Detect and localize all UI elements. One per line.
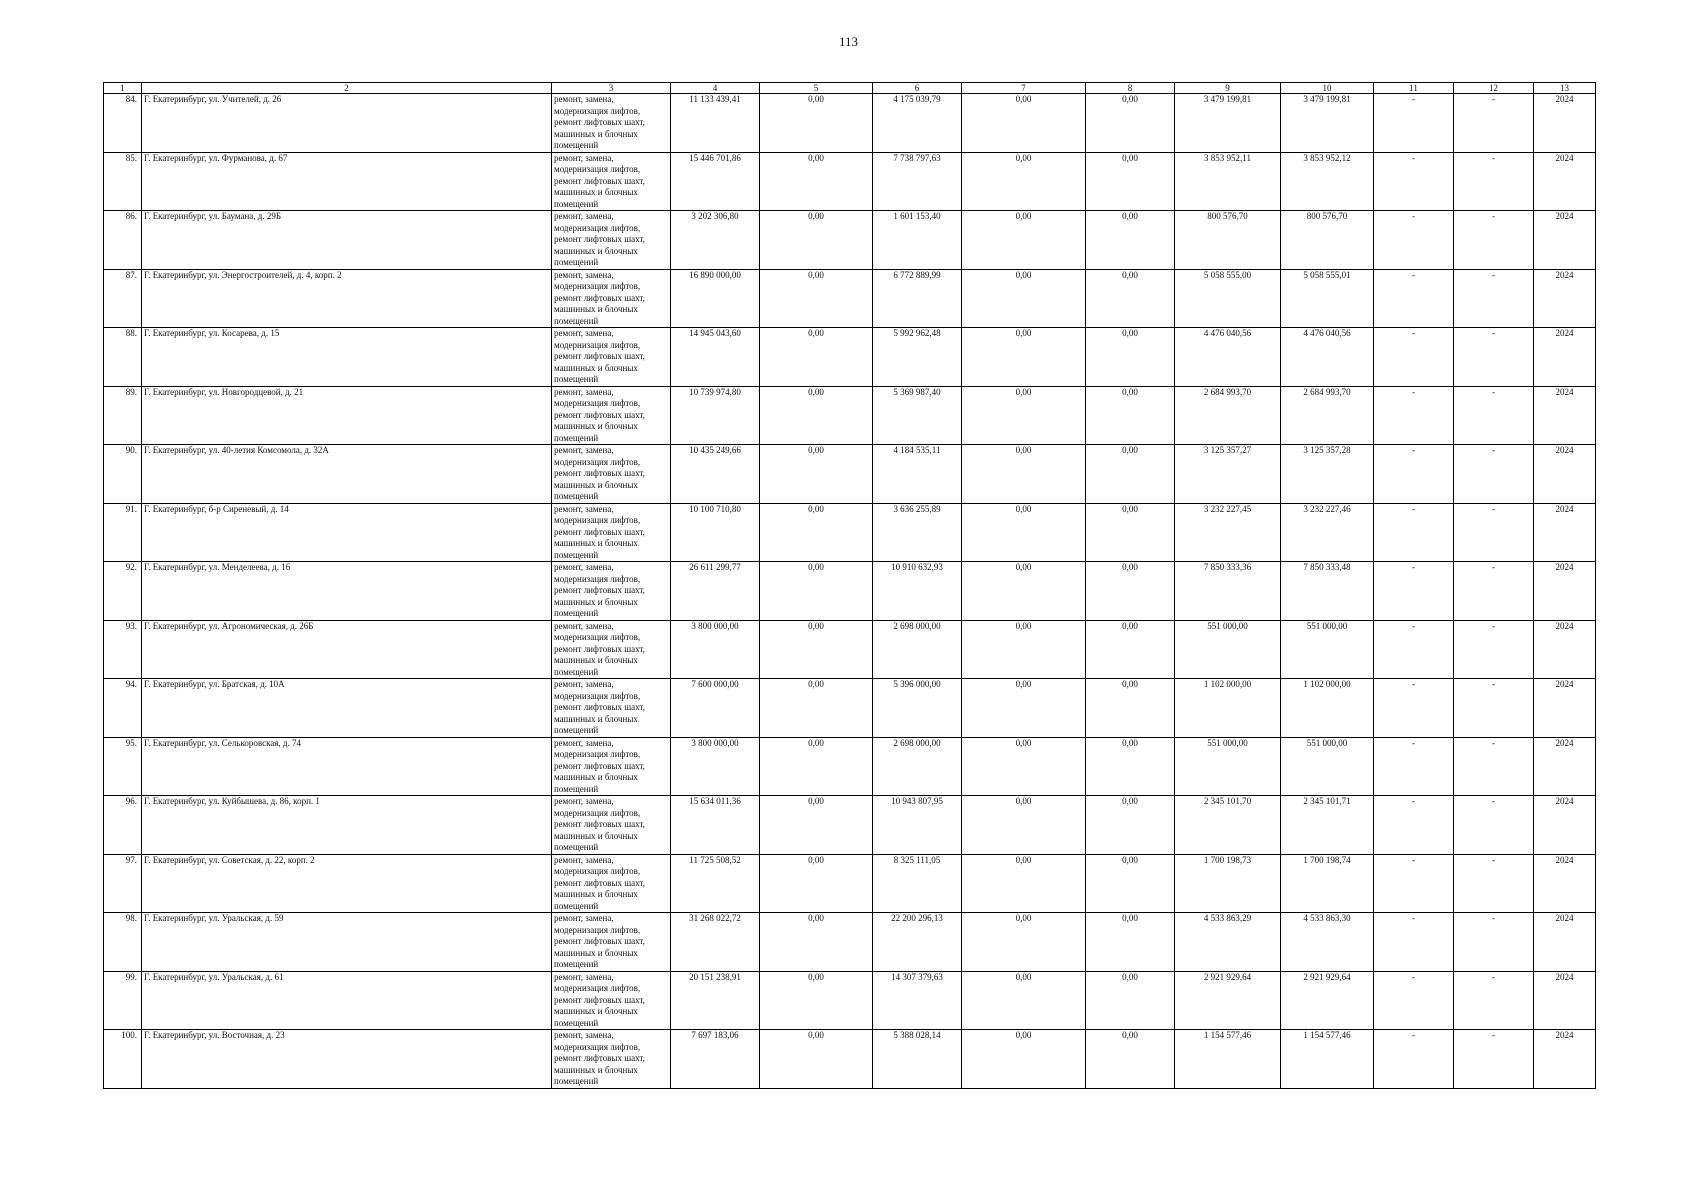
col9-value: 800 576,70 bbox=[1175, 211, 1281, 270]
row-number: 95. bbox=[104, 737, 142, 796]
col10-value: 551 000,00 bbox=[1281, 620, 1374, 679]
col5-value: 0,00 bbox=[760, 620, 873, 679]
col5-value: 0,00 bbox=[760, 796, 873, 855]
col7-value: 0,00 bbox=[962, 328, 1086, 387]
work-type: ремонт, замена, модернизация лифтов, ремонт лифтовых шахт, машинных и блочных помещений bbox=[552, 211, 671, 270]
col5-value: 0,00 bbox=[760, 503, 873, 562]
address: Г. Екатеринбург, ул. Уральская, д. 59 bbox=[142, 913, 552, 972]
col9-value: 1 700 198,73 bbox=[1175, 854, 1281, 913]
column-header-2: 2 bbox=[142, 83, 552, 94]
work-type: ремонт, замена, модернизация лифтов, ремонт лифтовых шахт, машинных и блочных помещений bbox=[552, 445, 671, 504]
col5-value: 0,00 bbox=[760, 854, 873, 913]
col6-value: 2 698 000,00 bbox=[873, 620, 962, 679]
total-cost: 3 202 306,80 bbox=[671, 211, 760, 270]
total-cost: 10 100 710,80 bbox=[671, 503, 760, 562]
col6-value: 10 943 807,95 bbox=[873, 796, 962, 855]
column-header-10: 10 bbox=[1281, 83, 1374, 94]
table-row bbox=[104, 503, 1596, 562]
col9-value: 2 921 929,64 bbox=[1175, 971, 1281, 1030]
col9-value: 4 476 040,56 bbox=[1175, 328, 1281, 387]
col11-value: - bbox=[1374, 445, 1454, 504]
col10-value: 3 125 357,28 bbox=[1281, 445, 1374, 504]
col10-value: 4 476 040,56 bbox=[1281, 328, 1374, 387]
completion-year: 2024 bbox=[1534, 796, 1596, 855]
table-row bbox=[104, 211, 1596, 270]
col11-value: - bbox=[1374, 211, 1454, 270]
col10-value: 1 700 198,74 bbox=[1281, 854, 1374, 913]
col7-value: 0,00 bbox=[962, 211, 1086, 270]
total-cost: 7 600 000,00 bbox=[671, 679, 760, 738]
col6-value: 5 388 028,14 bbox=[873, 1030, 962, 1089]
completion-year: 2024 bbox=[1534, 620, 1596, 679]
row-number: 86. bbox=[104, 211, 142, 270]
table-row bbox=[104, 445, 1596, 504]
col11-value: - bbox=[1374, 620, 1454, 679]
col11-value: - bbox=[1374, 796, 1454, 855]
address: Г. Екатеринбург, ул. Энергостроителей, д. 4, корп. 2 bbox=[142, 269, 552, 328]
col6-value: 6 772 889,99 bbox=[873, 269, 962, 328]
work-type: ремонт, замена, модернизация лифтов, ремонт лифтовых шахт, машинных и блочных помещений bbox=[552, 94, 671, 153]
table-row bbox=[104, 152, 1596, 211]
completion-year: 2024 bbox=[1534, 445, 1596, 504]
column-header-4: 4 bbox=[671, 83, 760, 94]
completion-year: 2024 bbox=[1534, 854, 1596, 913]
row-number: 85. bbox=[104, 152, 142, 211]
total-cost: 3 800 000,00 bbox=[671, 620, 760, 679]
col8-value: 0,00 bbox=[1086, 269, 1175, 328]
col5-value: 0,00 bbox=[760, 386, 873, 445]
row-number: 91. bbox=[104, 503, 142, 562]
address: Г. Екатеринбург, ул. Восточная, д. 23 bbox=[142, 1030, 552, 1089]
col5-value: 0,00 bbox=[760, 737, 873, 796]
col6-value: 1 601 153,40 bbox=[873, 211, 962, 270]
col9-value: 7 850 333,36 bbox=[1175, 562, 1281, 621]
col7-value: 0,00 bbox=[962, 737, 1086, 796]
col12-value: - bbox=[1454, 328, 1534, 387]
completion-year: 2024 bbox=[1534, 386, 1596, 445]
total-cost: 11 133 439,41 bbox=[671, 94, 760, 153]
col8-value: 0,00 bbox=[1086, 328, 1175, 387]
column-header-1: 1 bbox=[104, 83, 142, 94]
col10-value: 4 533 863,30 bbox=[1281, 913, 1374, 972]
col12-value: - bbox=[1454, 854, 1534, 913]
col11-value: - bbox=[1374, 503, 1454, 562]
col6-value: 14 307 379,63 bbox=[873, 971, 962, 1030]
col12-value: - bbox=[1454, 913, 1534, 972]
work-type: ремонт, замена, модернизация лифтов, ремонт лифтовых шахт, машинных и блочных помещений bbox=[552, 737, 671, 796]
column-header-3: 3 bbox=[552, 83, 671, 94]
table-row bbox=[104, 737, 1596, 796]
column-header-8: 8 bbox=[1086, 83, 1175, 94]
row-number: 90. bbox=[104, 445, 142, 504]
col5-value: 0,00 bbox=[760, 211, 873, 270]
row-number: 92. bbox=[104, 562, 142, 621]
col8-value: 0,00 bbox=[1086, 971, 1175, 1030]
work-type: ремонт, замена, модернизация лифтов, ремонт лифтовых шахт, машинных и блочных помещений bbox=[552, 796, 671, 855]
address: Г. Екатеринбург, ул. Косарева, д. 15 bbox=[142, 328, 552, 387]
column-header-6: 6 bbox=[873, 83, 962, 94]
address: Г. Екатеринбург, ул. Агрономическая, д. 26Б bbox=[142, 620, 552, 679]
address: Г. Екатеринбург, ул. Братская, д. 10А bbox=[142, 679, 552, 738]
col10-value: 3 853 952,12 bbox=[1281, 152, 1374, 211]
work-type: ремонт, замена, модернизация лифтов, ремонт лифтовых шахт, машинных и блочных помещений bbox=[552, 1030, 671, 1089]
completion-year: 2024 bbox=[1534, 737, 1596, 796]
col10-value: 3 479 199,81 bbox=[1281, 94, 1374, 153]
total-cost: 3 800 000,00 bbox=[671, 737, 760, 796]
total-cost: 31 268 022,72 bbox=[671, 913, 760, 972]
address: Г. Екатеринбург, ул. Бауманa, д. 29Б bbox=[142, 211, 552, 270]
row-number: 89. bbox=[104, 386, 142, 445]
col10-value: 800 576,70 bbox=[1281, 211, 1374, 270]
col12-value: - bbox=[1454, 152, 1534, 211]
col6-value: 22 200 296,13 bbox=[873, 913, 962, 972]
col9-value: 3 125 357,27 bbox=[1175, 445, 1281, 504]
col7-value: 0,00 bbox=[962, 269, 1086, 328]
col12-value: - bbox=[1454, 1030, 1534, 1089]
col6-value: 10 910 632,93 bbox=[873, 562, 962, 621]
col8-value: 0,00 bbox=[1086, 620, 1175, 679]
col12-value: - bbox=[1454, 796, 1534, 855]
col8-value: 0,00 bbox=[1086, 854, 1175, 913]
column-header-12: 12 bbox=[1454, 83, 1534, 94]
col11-value: - bbox=[1374, 737, 1454, 796]
col5-value: 0,00 bbox=[760, 913, 873, 972]
work-type: ремонт, замена, модернизация лифтов, ремонт лифтовых шахт, машинных и блочных помещений bbox=[552, 971, 671, 1030]
col6-value: 8 325 111,05 bbox=[873, 854, 962, 913]
col7-value: 0,00 bbox=[962, 620, 1086, 679]
work-type: ремонт, замена, модернизация лифтов, ремонт лифтовых шахт, машинных и блочных помещений bbox=[552, 328, 671, 387]
col11-value: - bbox=[1374, 913, 1454, 972]
table-row bbox=[104, 562, 1596, 621]
col9-value: 5 058 555,00 bbox=[1175, 269, 1281, 328]
work-type: ремонт, замена, модернизация лифтов, ремонт лифтовых шахт, машинных и блочных помещений bbox=[552, 679, 671, 738]
col7-value: 0,00 bbox=[962, 386, 1086, 445]
col11-value: - bbox=[1374, 854, 1454, 913]
address: Г. Екатеринбург, ул. Учителей, д. 26 bbox=[142, 94, 552, 153]
col12-value: - bbox=[1454, 737, 1534, 796]
col9-value: 1 154 577,46 bbox=[1175, 1030, 1281, 1089]
col5-value: 0,00 bbox=[760, 445, 873, 504]
page-number: 113 bbox=[838, 34, 859, 49]
total-cost: 14 945 043,60 bbox=[671, 328, 760, 387]
col7-value: 0,00 bbox=[962, 971, 1086, 1030]
table-row bbox=[104, 1030, 1596, 1089]
row-number: 96. bbox=[104, 796, 142, 855]
row-number: 87. bbox=[104, 269, 142, 328]
completion-year: 2024 bbox=[1534, 152, 1596, 211]
column-numbers-header bbox=[104, 83, 1596, 94]
row-number: 98. bbox=[104, 913, 142, 972]
col9-value: 2 345 101,70 bbox=[1175, 796, 1281, 855]
col12-value: - bbox=[1454, 94, 1534, 153]
table-row bbox=[104, 913, 1596, 972]
col9-value: 551 000,00 bbox=[1175, 620, 1281, 679]
address: Г. Екатеринбург, б-р Сиреневый, д. 14 bbox=[142, 503, 552, 562]
col7-value: 0,00 bbox=[962, 445, 1086, 504]
col8-value: 0,00 bbox=[1086, 796, 1175, 855]
col8-value: 0,00 bbox=[1086, 1030, 1175, 1089]
completion-year: 2024 bbox=[1534, 269, 1596, 328]
col8-value: 0,00 bbox=[1086, 94, 1175, 153]
col5-value: 0,00 bbox=[760, 679, 873, 738]
col5-value: 0,00 bbox=[760, 971, 873, 1030]
col8-value: 0,00 bbox=[1086, 913, 1175, 972]
col5-value: 0,00 bbox=[760, 269, 873, 328]
address: Г. Екатеринбург, ул. Менделеева, д. 16 bbox=[142, 562, 552, 621]
col8-value: 0,00 bbox=[1086, 445, 1175, 504]
address: Г. Екатеринбург, ул. Новгородцевой, д. 21 bbox=[142, 386, 552, 445]
total-cost: 7 697 183,06 bbox=[671, 1030, 760, 1089]
col9-value: 551 000,00 bbox=[1175, 737, 1281, 796]
work-type: ремонт, замена, модернизация лифтов, ремонт лифтовых шахт, машинных и блочных помещений bbox=[552, 152, 671, 211]
completion-year: 2024 bbox=[1534, 913, 1596, 972]
col7-value: 0,00 bbox=[962, 796, 1086, 855]
col7-value: 0,00 bbox=[962, 679, 1086, 738]
table-row bbox=[104, 386, 1596, 445]
column-header-7: 7 bbox=[962, 83, 1086, 94]
col7-value: 0,00 bbox=[962, 562, 1086, 621]
row-number: 84. bbox=[104, 94, 142, 153]
col6-value: 4 184 535,11 bbox=[873, 445, 962, 504]
col9-value: 3 853 952,11 bbox=[1175, 152, 1281, 211]
column-header-5: 5 bbox=[760, 83, 873, 94]
col6-value: 2 698 000,00 bbox=[873, 737, 962, 796]
work-type: ремонт, замена, модернизация лифтов, ремонт лифтовых шахт, машинных и блочных помещений bbox=[552, 913, 671, 972]
address: Г. Екатеринбург, ул. Фурманова, д. 67 bbox=[142, 152, 552, 211]
address: Г. Екатеринбург, ул. 40-летия Комсомола, д. 32А bbox=[142, 445, 552, 504]
col8-value: 0,00 bbox=[1086, 152, 1175, 211]
column-header-13: 13 bbox=[1534, 83, 1596, 94]
col9-value: 3 479 199,81 bbox=[1175, 94, 1281, 153]
column-header-9: 9 bbox=[1175, 83, 1281, 94]
address: Г. Екатеринбург, ул. Селькоровская, д. 74 bbox=[142, 737, 552, 796]
col11-value: - bbox=[1374, 1030, 1454, 1089]
col12-value: - bbox=[1454, 620, 1534, 679]
col5-value: 0,00 bbox=[760, 94, 873, 153]
completion-year: 2024 bbox=[1534, 211, 1596, 270]
completion-year: 2024 bbox=[1534, 1030, 1596, 1089]
work-type: ремонт, замена, модернизация лифтов, ремонт лифтовых шахт, машинных и блочных помещений bbox=[552, 854, 671, 913]
row-number: 93. bbox=[104, 620, 142, 679]
table-row bbox=[104, 854, 1596, 913]
col11-value: - bbox=[1374, 269, 1454, 328]
table-row bbox=[104, 971, 1596, 1030]
total-cost: 15 446 701,86 bbox=[671, 152, 760, 211]
col10-value: 2 921 929,64 bbox=[1281, 971, 1374, 1030]
col10-value: 551 000,00 bbox=[1281, 737, 1374, 796]
capital-repair-table bbox=[103, 82, 1596, 1089]
col9-value: 4 533 863,29 bbox=[1175, 913, 1281, 972]
completion-year: 2024 bbox=[1534, 679, 1596, 738]
completion-year: 2024 bbox=[1534, 971, 1596, 1030]
row-number: 88. bbox=[104, 328, 142, 387]
col9-value: 1 102 000,00 bbox=[1175, 679, 1281, 738]
col11-value: - bbox=[1374, 328, 1454, 387]
col7-value: 0,00 bbox=[962, 503, 1086, 562]
completion-year: 2024 bbox=[1534, 562, 1596, 621]
work-type: ремонт, замена, модернизация лифтов, ремонт лифтовых шахт, машинных и блочных помещений bbox=[552, 269, 671, 328]
row-number: 99. bbox=[104, 971, 142, 1030]
col8-value: 0,00 bbox=[1086, 503, 1175, 562]
col7-value: 0,00 bbox=[962, 854, 1086, 913]
table-body bbox=[104, 94, 1596, 1089]
col9-value: 2 684 993,70 bbox=[1175, 386, 1281, 445]
col6-value: 5 992 962,48 bbox=[873, 328, 962, 387]
col10-value: 1 102 000,00 bbox=[1281, 679, 1374, 738]
col11-value: - bbox=[1374, 94, 1454, 153]
column-header-11: 11 bbox=[1374, 83, 1454, 94]
work-type: ремонт, замена, модернизация лифтов, ремонт лифтовых шахт, машинных и блочных помещений bbox=[552, 386, 671, 445]
col10-value: 7 850 333,48 bbox=[1281, 562, 1374, 621]
col5-value: 0,00 bbox=[760, 1030, 873, 1089]
col6-value: 5 369 987,40 bbox=[873, 386, 962, 445]
col6-value: 5 396 000,00 bbox=[873, 679, 962, 738]
header-row bbox=[104, 83, 1596, 94]
col10-value: 3 232 227,46 bbox=[1281, 503, 1374, 562]
address: Г. Екатеринбург, ул. Куйбышева, д. 86, корп. 1 bbox=[142, 796, 552, 855]
table-row bbox=[104, 269, 1596, 328]
col9-value: 3 232 227,45 bbox=[1175, 503, 1281, 562]
col12-value: - bbox=[1454, 971, 1534, 1030]
col8-value: 0,00 bbox=[1086, 386, 1175, 445]
col7-value: 0,00 bbox=[962, 913, 1086, 972]
col10-value: 1 154 577,46 bbox=[1281, 1030, 1374, 1089]
completion-year: 2024 bbox=[1534, 503, 1596, 562]
row-number: 97. bbox=[104, 854, 142, 913]
work-type: ремонт, замена, модернизация лифтов, ремонт лифтовых шахт, машинных и блочных помещений bbox=[552, 620, 671, 679]
col12-value: - bbox=[1454, 562, 1534, 621]
total-cost: 10 739 974,80 bbox=[671, 386, 760, 445]
col7-value: 0,00 bbox=[962, 1030, 1086, 1089]
col6-value: 4 175 039,79 bbox=[873, 94, 962, 153]
col8-value: 0,00 bbox=[1086, 562, 1175, 621]
col11-value: - bbox=[1374, 562, 1454, 621]
table-row bbox=[104, 679, 1596, 738]
col5-value: 0,00 bbox=[760, 152, 873, 211]
col12-value: - bbox=[1454, 503, 1534, 562]
total-cost: 15 634 011,36 bbox=[671, 796, 760, 855]
col11-value: - bbox=[1374, 679, 1454, 738]
col12-value: - bbox=[1454, 269, 1534, 328]
total-cost: 11 725 508,52 bbox=[671, 854, 760, 913]
address: Г. Екатеринбург, ул. Уральская, д. 61 bbox=[142, 971, 552, 1030]
table-row bbox=[104, 620, 1596, 679]
completion-year: 2024 bbox=[1534, 328, 1596, 387]
col12-value: - bbox=[1454, 445, 1534, 504]
col8-value: 0,00 bbox=[1086, 679, 1175, 738]
col10-value: 2 684 993,70 bbox=[1281, 386, 1374, 445]
col12-value: - bbox=[1454, 211, 1534, 270]
table-row bbox=[104, 94, 1596, 153]
col11-value: - bbox=[1374, 971, 1454, 1030]
col7-value: 0,00 bbox=[962, 152, 1086, 211]
work-type: ремонт, замена, модернизация лифтов, ремонт лифтовых шахт, машинных и блочных помещений bbox=[552, 562, 671, 621]
col11-value: - bbox=[1374, 386, 1454, 445]
col6-value: 3 636 255,89 bbox=[873, 503, 962, 562]
total-cost: 20 151 238,91 bbox=[671, 971, 760, 1030]
col10-value: 2 345 101,71 bbox=[1281, 796, 1374, 855]
col8-value: 0,00 bbox=[1086, 737, 1175, 796]
col8-value: 0,00 bbox=[1086, 211, 1175, 270]
col6-value: 7 738 797,63 bbox=[873, 152, 962, 211]
col10-value: 5 058 555,01 bbox=[1281, 269, 1374, 328]
col5-value: 0,00 bbox=[760, 562, 873, 621]
total-cost: 16 890 000,00 bbox=[671, 269, 760, 328]
table-row bbox=[104, 796, 1596, 855]
col7-value: 0,00 bbox=[962, 94, 1086, 153]
row-number: 94. bbox=[104, 679, 142, 738]
total-cost: 26 611 299,77 bbox=[671, 562, 760, 621]
total-cost: 10 435 249,66 bbox=[671, 445, 760, 504]
table-row bbox=[104, 328, 1596, 387]
address: Г. Екатеринбург, ул. Советская, д. 22, корп. 2 bbox=[142, 854, 552, 913]
col12-value: - bbox=[1454, 386, 1534, 445]
work-type: ремонт, замена, модернизация лифтов, ремонт лифтовых шахт, машинных и блочных помещений bbox=[552, 503, 671, 562]
col11-value: - bbox=[1374, 152, 1454, 211]
row-number: 100. bbox=[104, 1030, 142, 1089]
completion-year: 2024 bbox=[1534, 94, 1596, 153]
col5-value: 0,00 bbox=[760, 328, 873, 387]
col12-value: - bbox=[1454, 679, 1534, 738]
